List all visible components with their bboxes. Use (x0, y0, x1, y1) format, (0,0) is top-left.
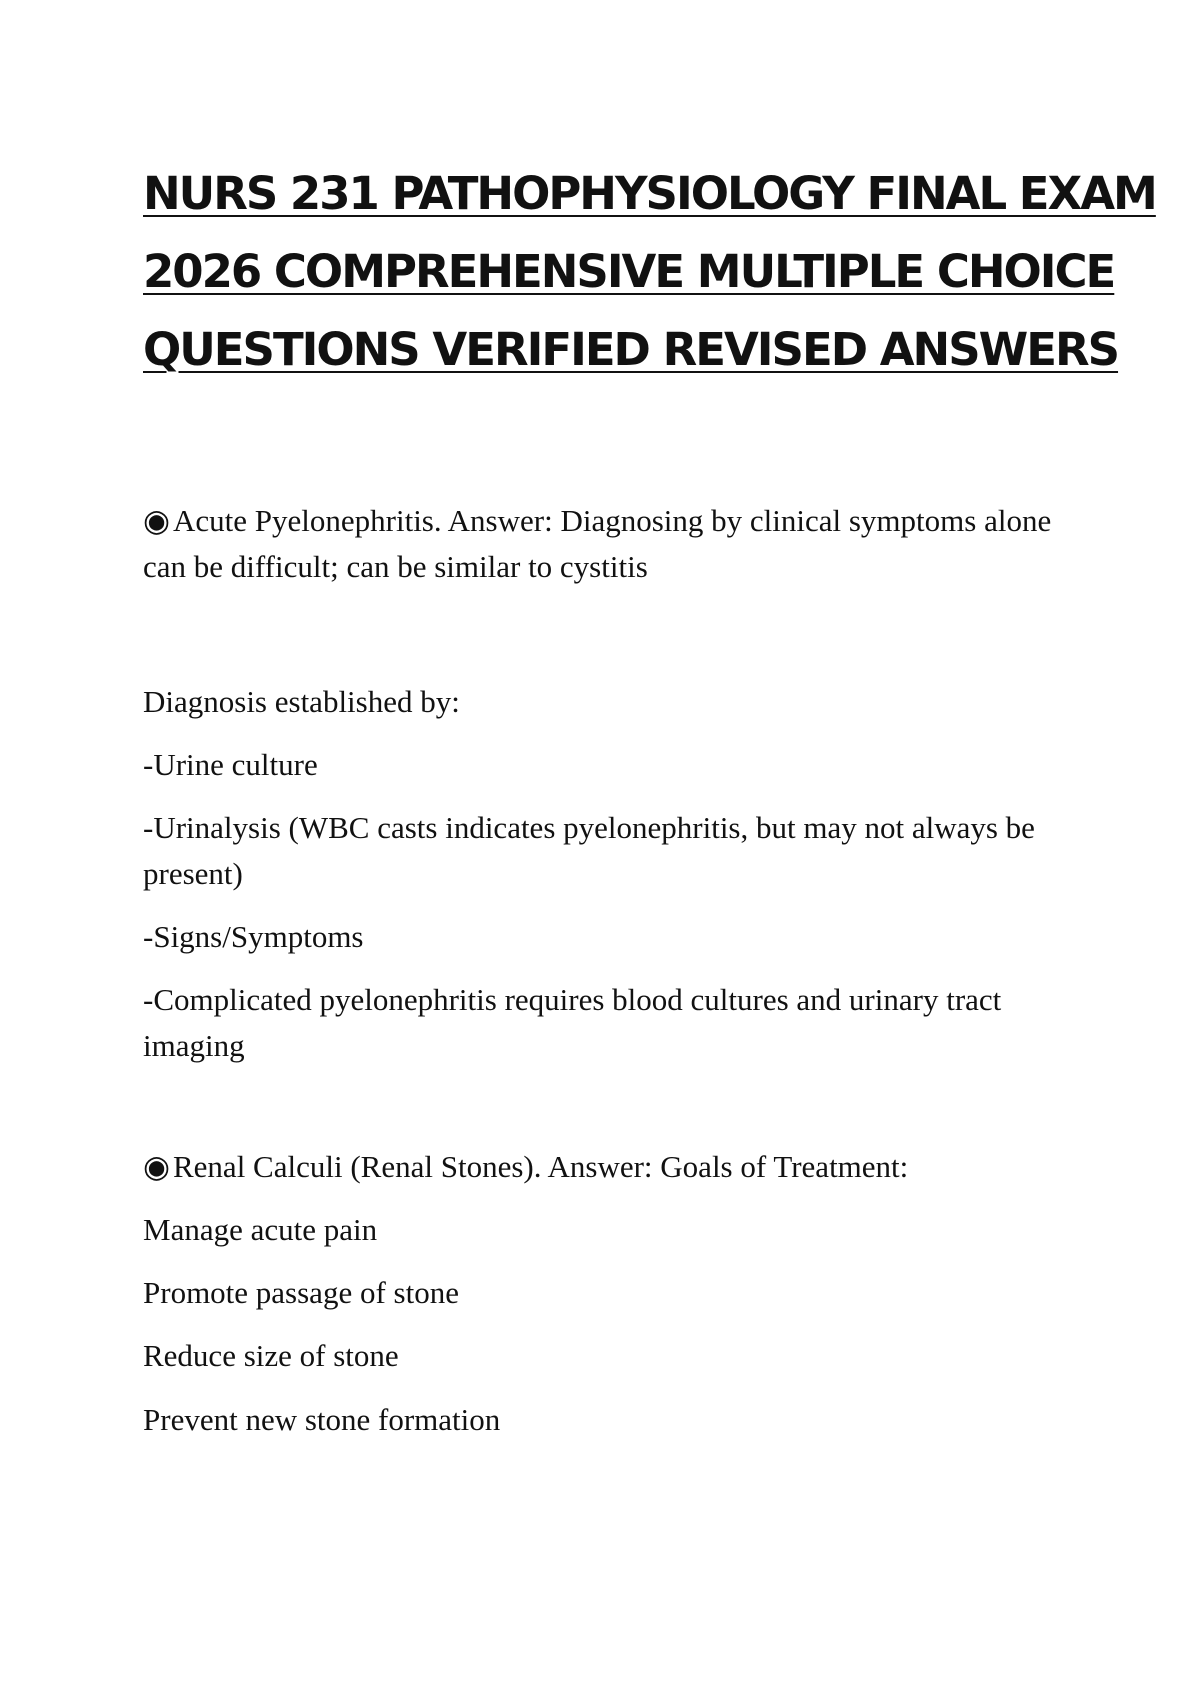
question-acute-pyelonephritis (143, 498, 1063, 590)
title-line-2: 2026 COMPREHENSIVE MULTIPLE CHOICE (143, 245, 1115, 298)
treatment-goal: Promote passage of stone (143, 1275, 459, 1310)
radio-bullet-icon: ◉ (143, 503, 171, 538)
treatment-goal: Manage acute pain (143, 1212, 378, 1247)
treatment-goal: Prevent new stone formation (143, 1402, 501, 1437)
question-text: Renal Calculi (Renal Stones). Answer: Goals of Treatment: (173, 1149, 909, 1184)
detail-item: -Urinalysis (WBC casts indicates pyelonephritis, but may not always be present) (143, 810, 1035, 891)
document-title (143, 155, 1156, 389)
detail-item: -Complicated pyelonephritis requires blood cultures and urinary tract imaging (143, 982, 1002, 1063)
question-renal-calculi (143, 1144, 1063, 1190)
radio-bullet-icon: ◉ (143, 1149, 171, 1184)
question-text: Acute Pyelonephritis. Answer: Diagnosing by clinical symptoms alone can be difficult; can be similar to cystitis (143, 503, 1052, 584)
detail-item: -Signs/Symptoms (143, 919, 364, 954)
detail-item: -Urine culture (143, 747, 318, 782)
treatment-goal: Reduce size of stone (143, 1338, 399, 1373)
diagnosis-heading: Diagnosis established by: (143, 684, 460, 719)
title-line-3: QUESTIONS VERIFIED REVISED ANSWERS (143, 323, 1119, 376)
title-line-1: NURS 231 PATHOPHYSIOLOGY FINAL EXAM (143, 167, 1156, 220)
